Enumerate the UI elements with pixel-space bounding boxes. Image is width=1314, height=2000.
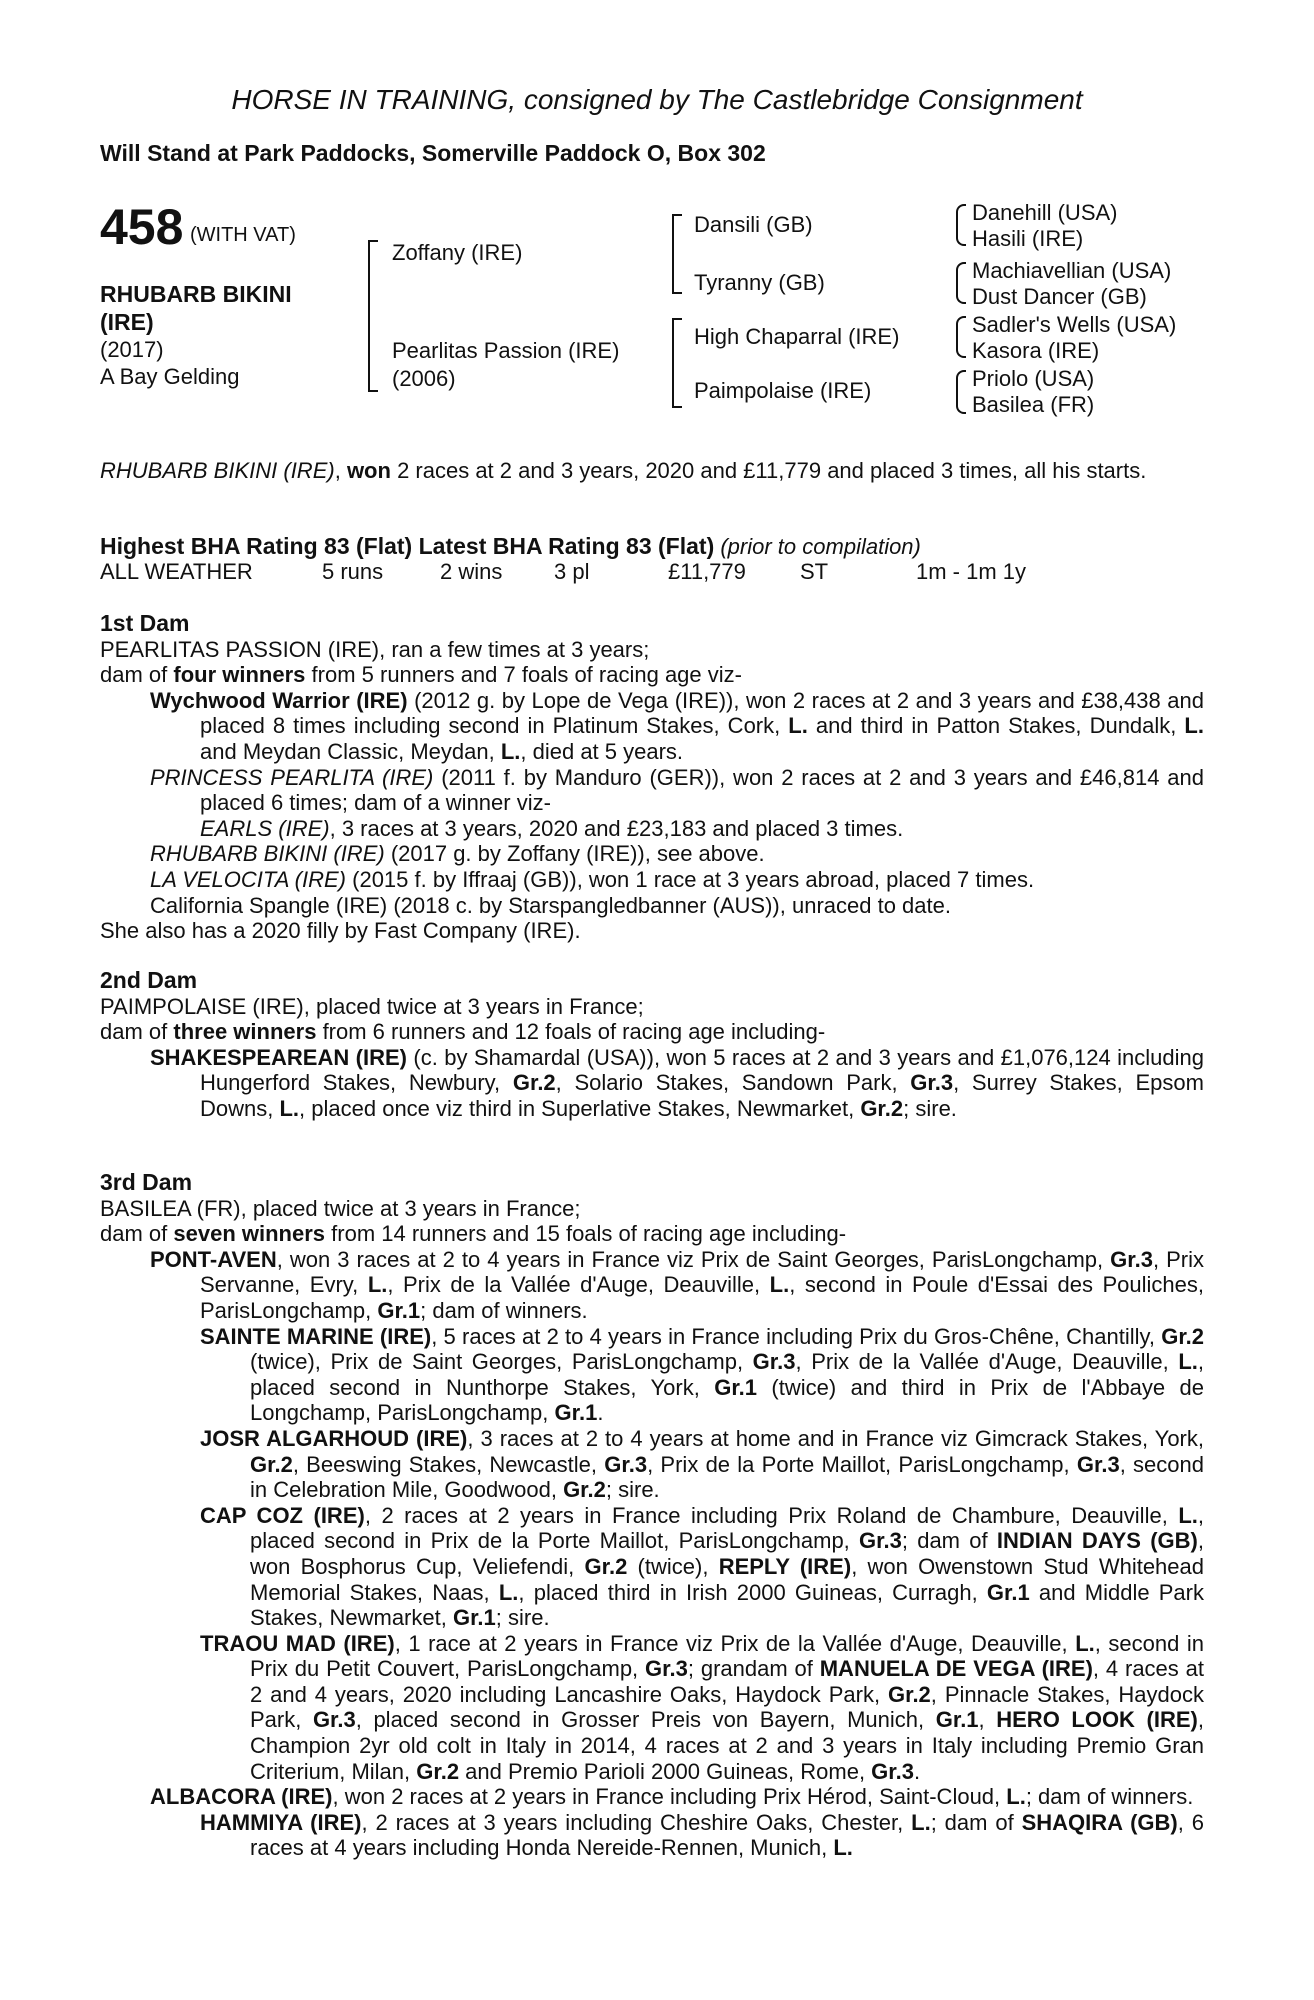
first-dam-intro: PEARLITAS PASSION (IRE), ran a few times at 3 years; (100, 636, 650, 662)
rating-going: ST (800, 559, 829, 584)
produce-record: She also has a 2020 filly by Fast Company (IRE). (100, 918, 581, 944)
produce-record: TRAOU MAD (IRE), 1 race at 2 years in France viz Prix de la Vallée d'Auge, Deauville, L., second in Prix du Petit Couvert, ParisLongchamp, Gr.3; grandam of MANUELA DE VEGA (IRE), 4 races at 2 and 4 years, 2020 including Lancashire Oaks, Haydock Park, Gr.2, Pinnacle Stakes, Haydock Park, Gr.3, placed second in Grosser Preis von Bayern, Munich, Gr.1, HERO LOOK (IRE), Champion 2yr old colt in Italy in 2014, 4 races at 2 and 3 years in Italy including Premio Gran Criterium, Milan, Gr.2 and Premio Parioli 2000 Guineas, Rome, Gr.3. (200, 1630, 1204, 1784)
horse-name-line2: (IRE) (100, 309, 154, 335)
produce-record: PONT-AVEN, won 3 races at 2 to 4 years in France viz Prix de Saint Georges, ParisLongchamp, Gr.3, Prix Servanne, Evry, L., Prix de la Vallée d'Auge, Deauville, L., second in Poule d'Essai des Pouliches, ParisLongchamp, Gr.1; dam of winners. (150, 1246, 1205, 1323)
produce-record: JOSR ALGARHOUD (IRE), 3 races at 2 to 4 years at home and in France viz Gimcrack Stakes, York, Gr.2, Beeswing Stakes, Newcastle, Gr.3, Prix de la Porte Maillot, ParisLongchamp, Gr.3, second in Celebration Mile, Goodwood, Gr.2; sire. (200, 1425, 1204, 1503)
produce-record: PRINCESS PEARLITA (IRE) (2011 f. by Manduro (GER)), won 2 races at 2 and 3 years and £46,814 and placed 6 times; dam of a winner viz- (150, 764, 1204, 816)
summary-text: 2 races at 2 and 3 years, 2020 and £11,779 and placed 3 times, all his starts. (397, 458, 1147, 483)
dam: Pearlitas Passion (IRE) (392, 338, 620, 363)
pedigree-brace (368, 240, 378, 392)
produce-record: LA VELOCITA (IRE) (2015 f. by Iffraaj (GB)), won 1 race at 3 years abroad, placed 7 times. (150, 866, 1035, 892)
second-dam-section (100, 968, 1204, 1122)
dam-dam-dam: Basilea (FR) (972, 392, 1095, 417)
third-dam-section (100, 1170, 1204, 1861)
second-dam-intro: PAIMPOLAISE (IRE), placed twice at 3 years in France; (100, 993, 644, 1019)
pedigree-brace (956, 316, 966, 358)
vat-label: (WITH VAT) (190, 224, 296, 246)
first-dam-heading: 1st Dam (100, 610, 190, 636)
rating-block (100, 534, 1204, 560)
race-summary: RHUBARB BIKINI (IRE), won 2 races at 2 and 3 years, 2020 and £11,779 and placed 3 times, all his starts. (100, 458, 1147, 483)
bha-rating: Highest BHA Rating 83 (Flat) Latest BHA Rating 83 (Flat) (100, 533, 715, 559)
pedigree-brace (956, 204, 966, 246)
produce-record: CAP COZ (IRE), 2 races at 2 years in France including Prix Roland de Chambure, Deauville, L., placed second in Prix de la Porte Maillot, ParisLongchamp, Gr.3; dam of INDIAN DAYS (GB), won Bosphorus Cup, Veliefendi, Gr.2 (twice), REPLY (IRE), won Owenstown Stud Whitehead Memorial Stakes, Naas, L., placed third in Irish 2000 Guineas, Curragh, Gr.1 and Middle Park Stakes, Newmarket, Gr.1; sire. (200, 1502, 1205, 1631)
dam-dam: Paimpolaise (IRE) (694, 378, 872, 403)
sire-dam-dam: Dust Dancer (GB) (972, 284, 1147, 309)
rating-runs: 5 runs (322, 559, 384, 584)
produce-record: RHUBARB BIKINI (IRE) (2017 g. by Zoffany (IRE)), see above. (150, 841, 765, 867)
dam-sire-dam: Kasora (IRE) (972, 338, 1100, 363)
first-dam-summary: dam of four winners from 5 runners and 7 foals of racing age viz- (100, 662, 742, 688)
sire-dam: Tyranny (GB) (694, 270, 825, 295)
rating-note: (prior to compilation) (720, 534, 921, 559)
sire: Zoffany (IRE) (392, 240, 523, 265)
sire-sire-dam: Hasili (IRE) (972, 226, 1084, 251)
pedigree-brace (672, 318, 682, 408)
pedigree-brace (672, 214, 682, 294)
rating-wins: 2 wins (440, 559, 503, 584)
stand-location: Will Stand at Park Paddocks, Somerville Paddock O, Box 302 (100, 140, 766, 166)
third-dam-heading: 3rd Dam (100, 1169, 193, 1195)
pedigree-brace (956, 262, 966, 304)
rating-placed: 3 pl (554, 559, 590, 584)
produce-record: SAINTE MARINE (IRE), 5 races at 2 to 4 years in France including Prix du Gros-Chêne, Chantilly, Gr.2 (twice), Prix de Saint Georges, ParisLongchamp, Gr.3, Prix de la Vallée d'Auge, Deauville, L., placed second in Nunthorpe Stakes, York, Gr.1 (twice) and third in Prix de l'Abbaye de Longchamp, ParisLongchamp, Gr.1. (200, 1323, 1205, 1426)
sire-dam-sire: Machiavellian (USA) (972, 258, 1172, 283)
horse-description: A Bay Gelding (100, 364, 240, 389)
produce-record: ALBACORA (IRE), won 2 races at 2 years in France including Prix Hérod, Saint-Cloud, L.; dam of winners. (150, 1784, 1194, 1810)
summary-won: won (346, 458, 391, 483)
sire-sire: Dansili (GB) (694, 212, 813, 237)
produce-record: EARLS (IRE), 3 races at 3 years, 2020 and £23,183 and placed 3 times. (200, 815, 904, 841)
catalogue-header: HORSE IN TRAINING, consigned by The Castlebridge Consignment (231, 84, 1083, 115)
dam-year: (2006) (392, 366, 456, 391)
horse-year: (2017) (100, 337, 164, 362)
horse-name-line1: RHUBARB BIKINI (100, 281, 292, 307)
third-dam-summary: dam of seven winners from 14 runners and 15 foals of racing age including- (100, 1221, 847, 1247)
produce-record: SHAKESPEAREAN (IRE) (c. by Shamardal (USA)), won 5 races at 2 and 3 years and £1,076,124 including Hungerford Stakes, Newbury, Gr.2, Solario Stakes, Sandown Park, Gr.3, Surrey Stakes, Epsom Downs, L., placed once viz third in Superlative Stakes, Newmarket, Gr.2; sire. (150, 1044, 1204, 1121)
second-dam-summary: dam of three winners from 6 runners and 12 foals of racing age including- (100, 1019, 826, 1045)
rating-surface: ALL WEATHER (100, 559, 253, 584)
third-dam-intro: BASILEA (FR), placed twice at 3 years in France; (100, 1195, 581, 1221)
horse-name (100, 280, 350, 336)
sire-sire-sire: Danehill (USA) (972, 200, 1118, 225)
pedigree-brace (956, 370, 966, 414)
dam-sire-sire: Sadler's Wells (USA) (972, 312, 1177, 337)
rating-distance: 1m - 1m 1y (916, 559, 1027, 584)
produce-record: California Spangle (IRE) (2018 c. by Starspangledbanner (AUS)), unraced to date. (150, 892, 951, 918)
summary-horse-name: RHUBARB BIKINI (IRE) (100, 458, 335, 483)
dam-dam-sire: Priolo (USA) (972, 366, 1095, 391)
dam-sire: High Chaparral (IRE) (694, 324, 900, 349)
produce-record: HAMMIYA (IRE), 2 races at 3 years including Cheshire Oaks, Chester, L.; dam of SHAQIRA (GB), 6 races at 4 years including Honda Nereide-Rennen, Munich, L. (200, 1809, 1204, 1861)
second-dam-heading: 2nd Dam (100, 967, 198, 993)
produce-record: Wychwood Warrior (IRE) (2012 g. by Lope de Vega (IRE)), won 2 races at 2 and 3 years and £38,438 and placed 8 times including second in Platinum Stakes, Cork, L. and third in Patton Stakes, Dundalk, L. and Meydan Classic, Meydan, L., died at 5 years. (150, 687, 1204, 764)
rating-earnings: £11,779 (668, 559, 746, 584)
first-dam-section (100, 611, 1204, 944)
lot-number: 458 (100, 199, 184, 255)
